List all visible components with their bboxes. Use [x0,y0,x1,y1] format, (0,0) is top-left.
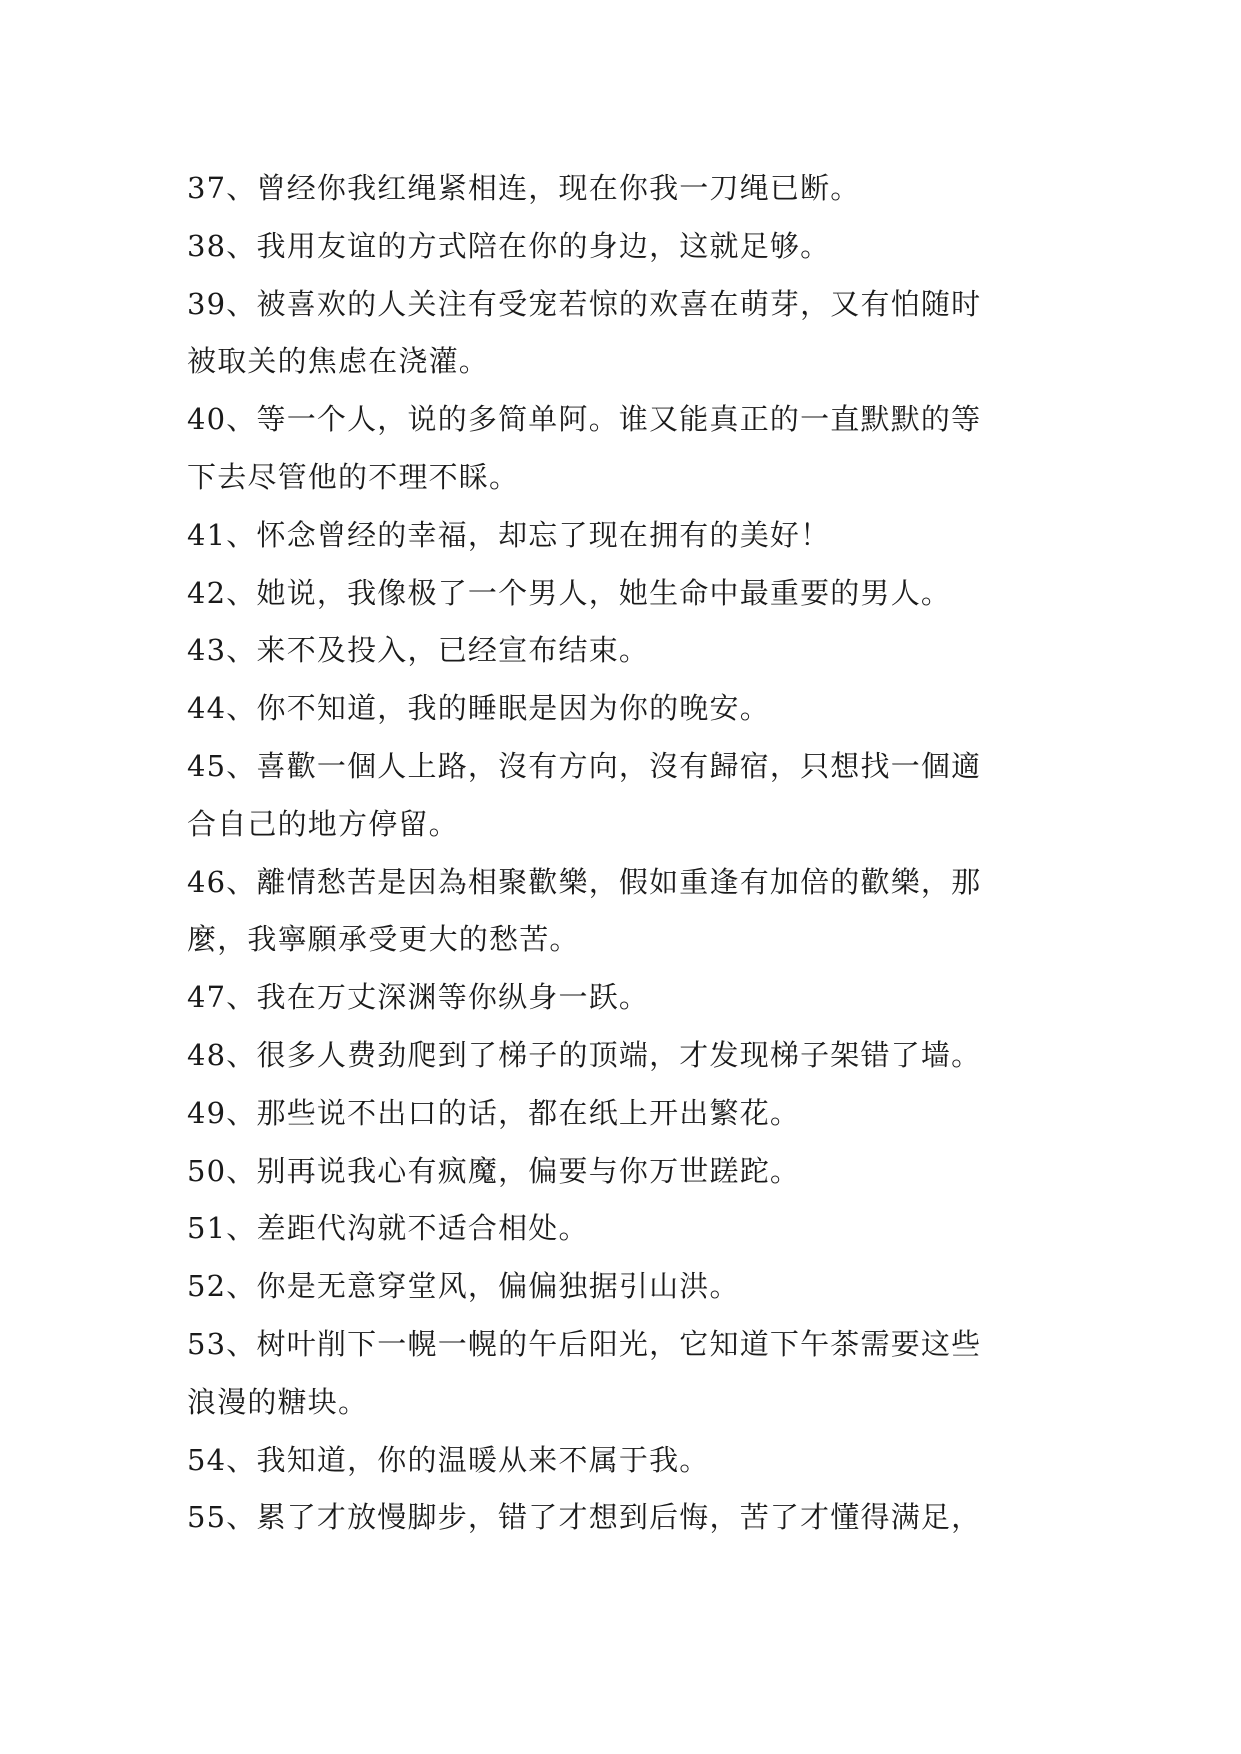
text-line: 45、喜歡一個人上路，沒有方向，沒有歸宿，只想找一個適 [187,748,982,783]
text-line: 50、别再说我心有疯魔，偏要与你万世蹉跎。 [187,1153,801,1188]
text-line: 49、那些说不出口的话，都在纸上开出繁花。 [187,1095,801,1130]
text-line: 40、等一个人，说的多简单阿。谁又能真正的一直默默的等 [187,402,982,437]
text-line: 下去尽管他的不理不睬。 [187,459,520,494]
text-line: 44、你不知道，我的睡眠是因为你的晚安。 [187,691,770,726]
document-body [187,160,1087,1547]
text-line: 55、累了才放慢脚步，错了才想到后悔，苦了才懂得满足， [187,1500,982,1535]
text-line: 浪漫的糖块。 [187,1384,369,1419]
text-line: 47、我在万丈深渊等你纵身一跃。 [187,980,650,1015]
text-line: 52、你是无意穿堂风，偏偏独据引山洪。 [187,1269,740,1304]
text-line: 39、被喜欢的人关注有受宠若惊的欢喜在萌芽，又有怕随时 [187,286,982,321]
text-line: 53、树叶削下一幌一幌的午后阳光，它知道下午茶需要这些 [187,1326,982,1361]
text-line: 麼，我寧願承受更大的愁苦。 [187,922,580,957]
text-line: 38、我用友谊的方式陪在你的身边，这就足够。 [187,228,831,263]
text-line: 54、我知道，你的温暖从来不属于我。 [187,1442,710,1477]
text-line: 41、怀念曾经的幸福，却忘了现在拥有的美好！ [187,517,831,552]
text-line: 42、她说，我像极了一个男人，她生命中最重要的男人。 [187,575,952,610]
text-line: 46、離情愁苦是因為相聚歡樂，假如重逢有加倍的歡樂，那 [187,864,982,899]
text-line: 48、很多人费劲爬到了梯子的顶端，才发现梯子架错了墙。 [187,1037,982,1072]
text-line: 43、来不及投入，已经宣布结束。 [187,633,650,668]
text-line: 被取关的焦虑在浇灌。 [187,344,490,379]
text-line: 合自己的地方停留。 [187,806,459,841]
text-line: 37、曾经你我红绳紧相连，现在你我一刀绳已断。 [187,171,861,205]
text-line: 51、差距代沟就不适合相处。 [187,1211,589,1246]
